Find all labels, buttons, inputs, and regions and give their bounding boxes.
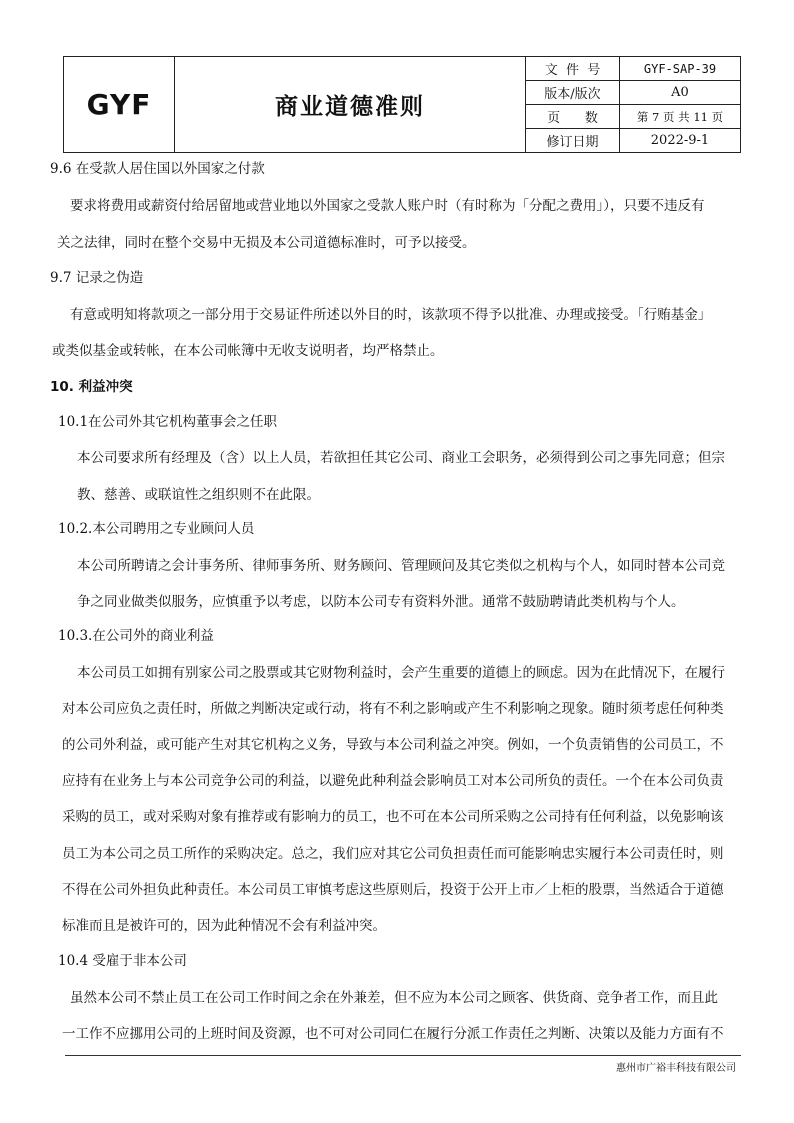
- section-10-3-paragraph-line: 员工为本公司之员工所作的采购决定。总之，我们应对其它公司负担责任而可能影响忠实履行本公司责任时，则: [62, 846, 724, 862]
- section-9-6-paragraph-line-1-text: 要求将费用或薪资付给居留地或营业地以外国家之受款人账户时（有时称为「分配之费用」），只要不违反有: [70, 198, 705, 214]
- file-number-label: 文 件 号: [526, 57, 620, 81]
- version-value: A0: [620, 81, 741, 105]
- section-9-7-heading: 9.7 记录之伪造: [50, 270, 144, 286]
- section-10-heading: 10. 利益冲突: [50, 379, 133, 395]
- section-10-4-paragraph-line-1: 虽然本公司不禁止员工在公司工作时间之余在外兼差，但不应为本公司之顾客、供货商、竞争者工作，而且此: [70, 990, 718, 1006]
- section-9-6-heading: 9.6 在受款人居住国以外国家之付款: [50, 161, 265, 177]
- company-logo: GYF: [86, 88, 152, 121]
- section-10-4-heading: 10.4 受雇于非本公司: [58, 953, 187, 969]
- section-10-3-paragraph-line: 不得在公司外担负此种责任。本公司员工审慎考虑这些原则后，投资于公开上市／上柜的股票，当然适合于道德: [62, 882, 724, 898]
- revision-date-value: 2022-9-1: [620, 129, 741, 153]
- section-10-1-paragraph-line-1: 本公司要求所有经理及（含）以上人员，若欲担任其它公司、商业工会职务，必须得到公司之事先同意；但宗: [77, 450, 725, 466]
- page-count-label: 页 数: [526, 105, 620, 129]
- section-10-1-heading: 10.1在公司外其它机构董事会之任职: [58, 414, 278, 430]
- section-10-3-paragraph-line: 对本公司应负之责任时，所做之判断决定或行动，将有不利之影响或产生不利影响之现象。随时须考虑任何种类: [62, 701, 724, 717]
- footer-company-name: 惠州市广裕丰科技有限公司: [616, 1063, 736, 1074]
- section-10-4-paragraph-line-2: 一工作不应挪用公司的上班时间及资源，也不可对公司同仁在履行分派工作责任之判断、决策以及能力方面有不: [62, 1026, 724, 1042]
- section-10-3-paragraph-line: 采购的员工，或对采购对象有推荐或有影响力的员工，也不可在本公司所采购之公司持有任何利益，以免影响该: [62, 809, 724, 825]
- revision-date-label: 修订日期: [526, 129, 620, 153]
- logo-cell: [64, 57, 175, 153]
- section-10-2-paragraph-line-1: 本公司所聘请之会计事务所、律师事务所、财务顾问、管理顾问及其它类似之机构与个人，如同时替本公司竞: [77, 558, 725, 574]
- footer-divider: [65, 1055, 741, 1056]
- section-10-3-paragraph-line: 标准而且是被许可的，因为此种情况不会有利益冲突。: [62, 918, 386, 934]
- section-10-3-paragraph-line: 本公司员工如拥有别家公司之股票或其它财物利益时，会产生重要的道德上的顾虑。因为在此情况下，在履行: [77, 665, 725, 681]
- section-9-7-paragraph-line-2: 或类似基金或转帐，在本公司帐簿中无收支说明者，均严格禁止。: [52, 343, 444, 359]
- section-10-3-paragraph-line: 的公司外利益，或可能产生对其它机构之义务，导致与本公司利益之冲突。例如，一个负责销售的公司员工，不: [62, 737, 724, 753]
- document-header-table: [63, 56, 741, 153]
- section-9-6-paragraph-line-2: 关之法律，同时在整个交易中无损及本公司道德标准时，可予以接受。: [57, 235, 476, 251]
- section-9-6-paragraph-line-1: [70, 196, 750, 216]
- section-10-3-paragraph-line: 应持有在业务上与本公司竞争公司的利益，以避免此种利益会影响员工对本公司所负的责任。一个在本公司负责: [62, 773, 724, 789]
- section-10-2-paragraph-line-2: 争之同业做类似服务，应慎重予以考虑，以防本公司专有资料外泄。通常不鼓励聘请此类机构与个人。: [77, 594, 685, 610]
- section-10-1-paragraph-line-2: 教、慈善、或联谊性之组织则不在此限。: [77, 487, 320, 503]
- section-10-2-heading: 10.2.本公司聘用之专业顾问人员: [58, 521, 255, 537]
- document-title: 商业道德准则: [175, 57, 526, 153]
- version-label: 版本/版次: [526, 81, 620, 105]
- section-10-3-heading: 10.3.在公司外的商业利益: [58, 628, 214, 644]
- file-number-value: GYF-SAP-39: [620, 57, 741, 81]
- page-count-value: 第 7 页 共 11 页: [620, 105, 741, 129]
- section-9-7-paragraph-line-1: 有意或明知将款项之一部分用于交易证件所述以外目的时，该款项不得予以批准、办理或接受。「行贿基金」: [70, 307, 712, 323]
